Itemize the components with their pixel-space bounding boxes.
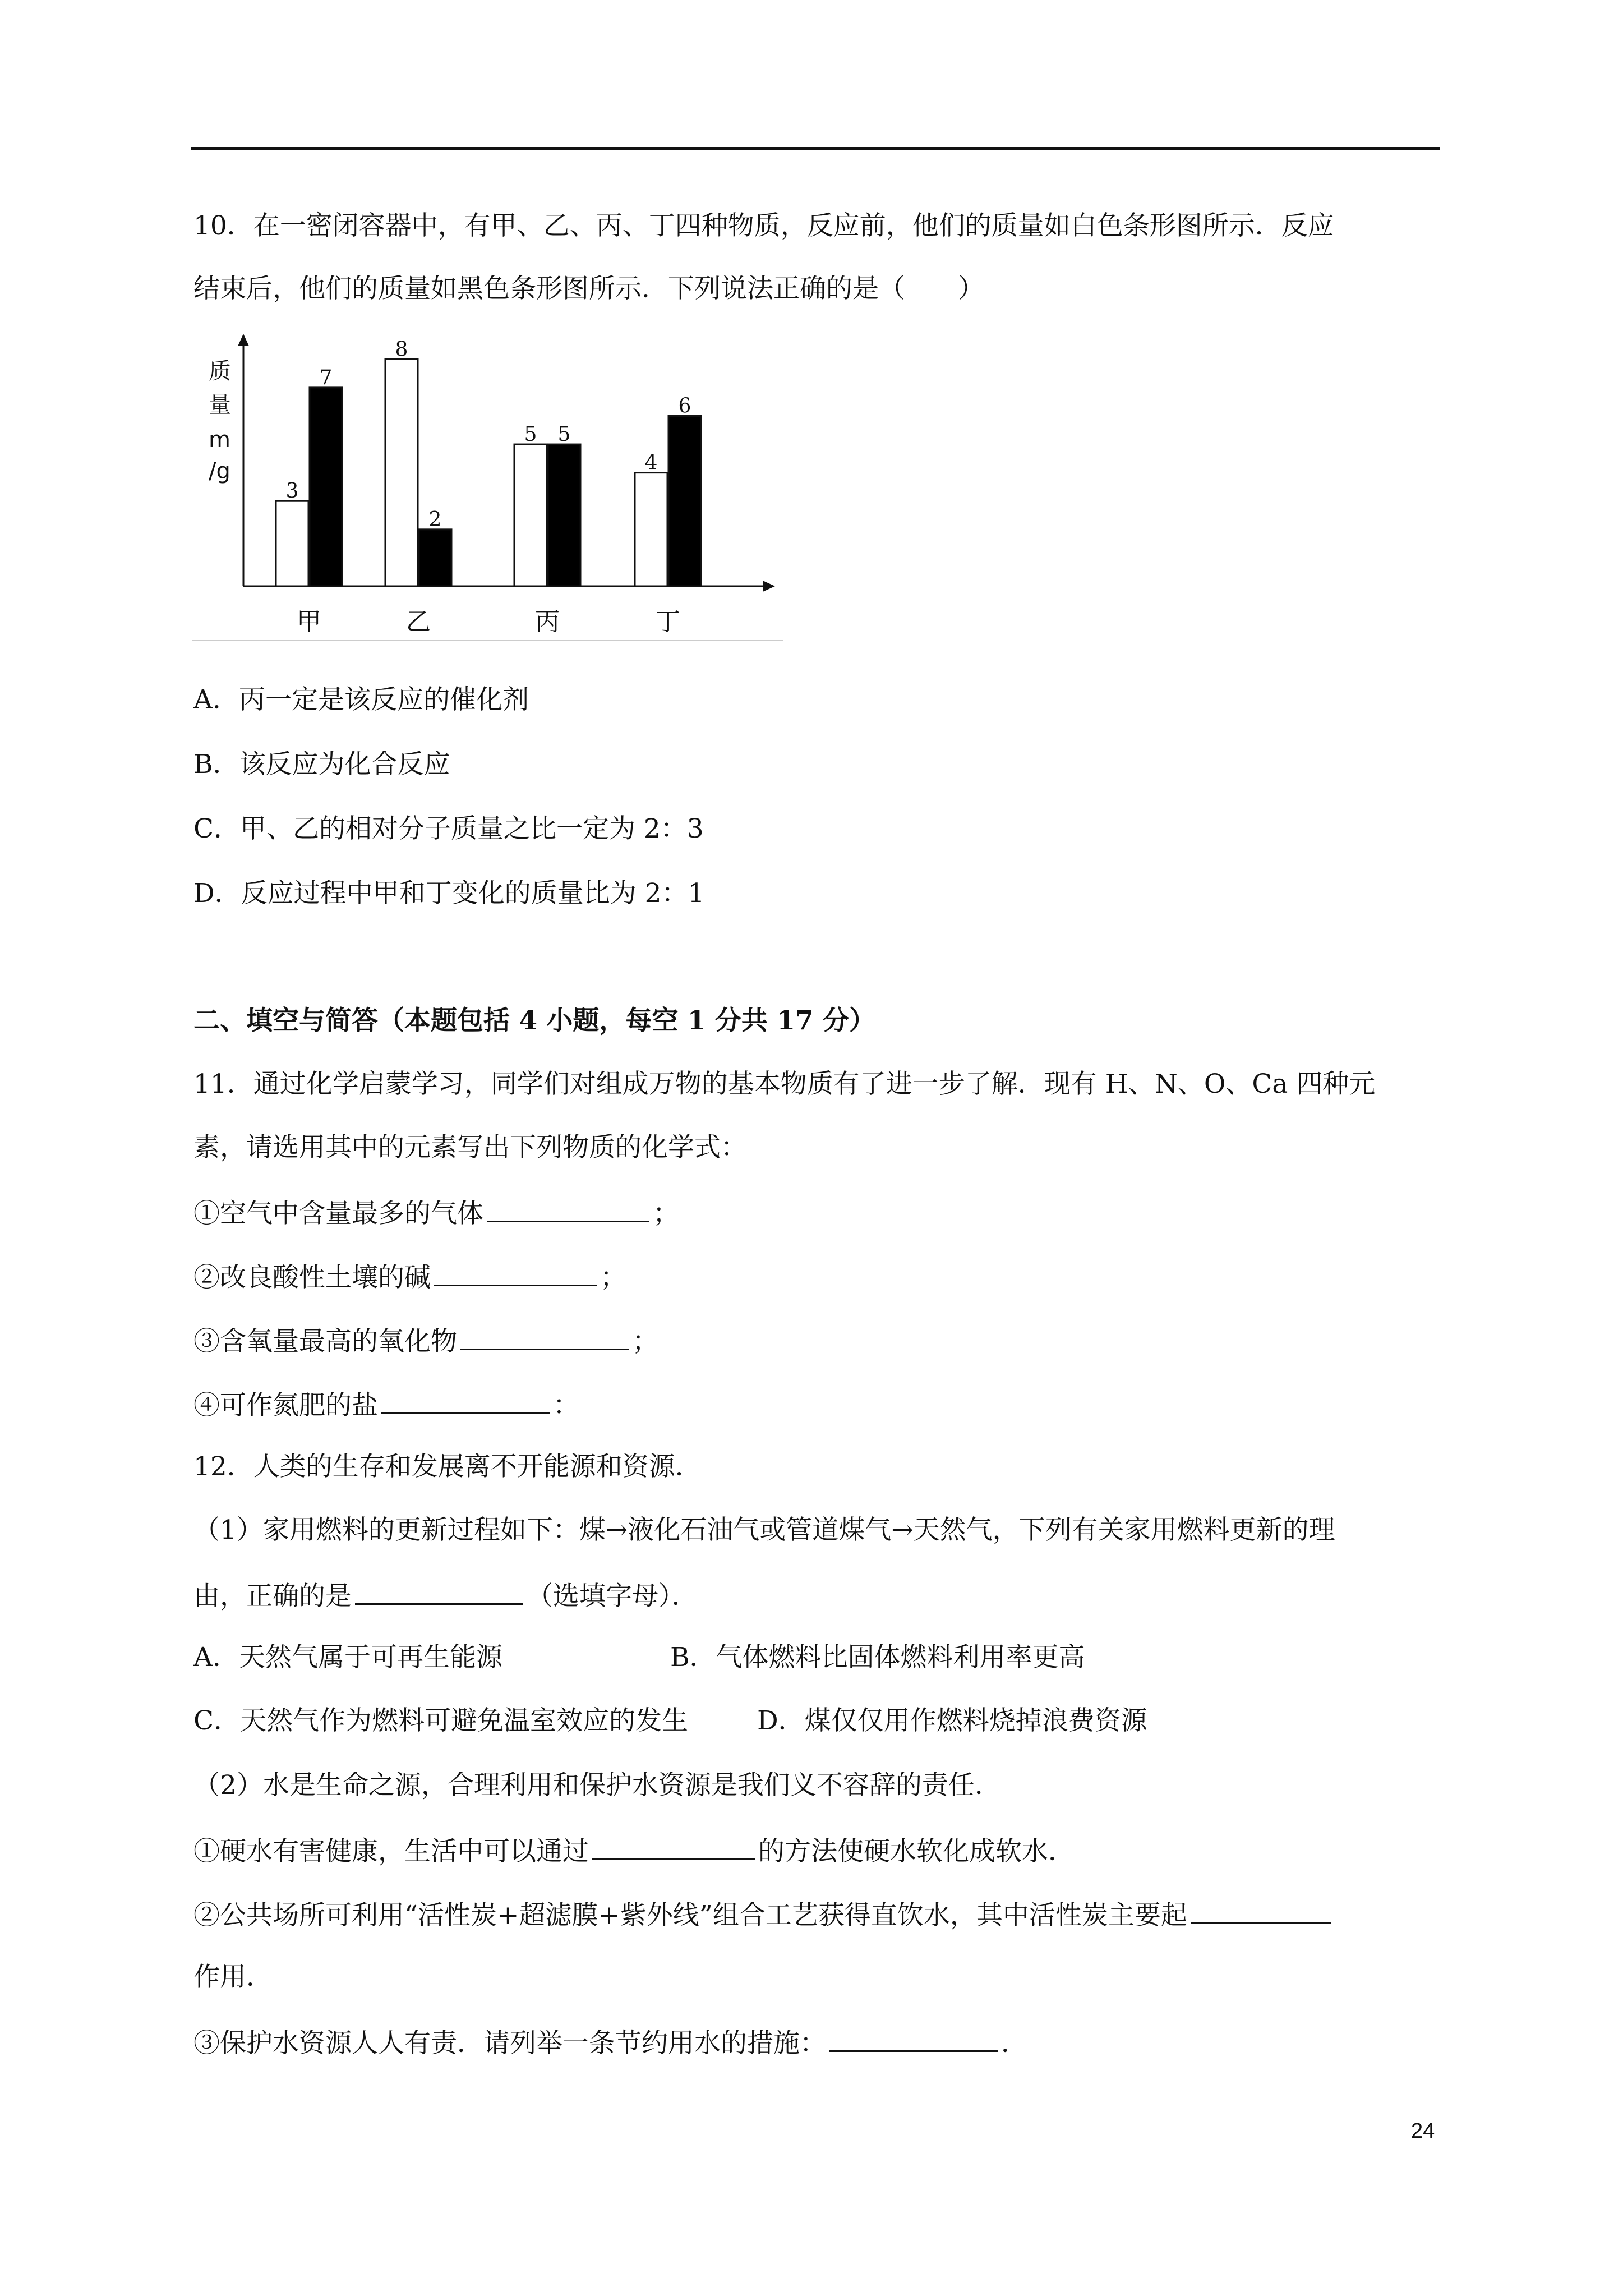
data-label: 7 xyxy=(319,366,333,389)
mass-bar-chart xyxy=(192,323,783,641)
bar xyxy=(514,444,547,586)
q12-item3-lead: ③保护水资源人人有责．请列举一条节约用水的措施： xyxy=(193,2028,826,2059)
q11-item-2 xyxy=(193,1259,626,1295)
q12-stem: 12．人类的生存和发展离不开能源和资源． xyxy=(193,1451,702,1482)
q12-part2: （2）水是生命之源，合理利用和保护水资源是我们义不容辞的责任． xyxy=(193,1770,1001,1801)
y-label-char: m xyxy=(209,427,230,453)
bar xyxy=(276,501,308,586)
bar xyxy=(310,388,342,586)
q12-item3-tail: ． xyxy=(1001,2028,1027,2059)
y-label-char: /g xyxy=(209,458,230,484)
answer-blank[interactable] xyxy=(487,1195,649,1222)
q12-item1-lead: ①硬水有害健康，生活中可以通过 xyxy=(193,1836,589,1867)
q12-item1-tail: 的方法使硬水软化成软水． xyxy=(758,1836,1075,1867)
q10-option-a: A．丙一定是该反应的催化剂 xyxy=(193,684,529,715)
category-label: 乙 xyxy=(406,608,431,636)
answer-blank[interactable] xyxy=(434,1259,597,1286)
q11-item-4 xyxy=(193,1387,579,1423)
q12-item2-end: 作用． xyxy=(193,1962,273,1993)
q12-item2-lead: ②公共场所可利用“活性炭+超滤膜+紫外线”组合工艺获得直饮水，其中活性炭主要起 xyxy=(193,1900,1187,1931)
answer-blank[interactable] xyxy=(592,1833,755,1860)
q12-item-3 xyxy=(193,2024,1027,2060)
bar xyxy=(635,473,667,586)
y-label-char: 量 xyxy=(209,392,231,418)
data-label: 6 xyxy=(678,394,691,418)
data-label: 5 xyxy=(524,423,537,447)
q12-part1-line1: （1）家用燃料的更新过程如下：煤→液化石油气或管道煤气→天然气，下列有关家用燃料更新的理 xyxy=(193,1515,1335,1545)
q12-part1-tail: （选填字母）． xyxy=(527,1581,698,1612)
bar xyxy=(548,444,580,586)
answer-blank[interactable] xyxy=(1191,1897,1331,1924)
bar xyxy=(385,359,418,586)
q10-stem-line2: 结束后，他们的质量如黑色条形图所示．下列说法正确的是（ ） xyxy=(193,273,984,304)
answer-blank[interactable] xyxy=(355,1577,523,1605)
header-rule xyxy=(191,147,1440,150)
bar xyxy=(668,416,701,586)
q11-item3-text: ③含氧量最高的氧化物 xyxy=(193,1326,457,1357)
q11-item4-end: ： xyxy=(553,1390,579,1421)
data-label: 3 xyxy=(285,480,299,503)
q11-stem-line1: 11．通过化学启蒙学习，同学们对组成万物的基本物质有了进一步了解．现有 H、N、O、Ca 四种元 xyxy=(193,1069,1376,1099)
q10-option-c: C．甲、乙的相对分子质量之比一定为 2：3 xyxy=(193,813,704,844)
q11-item1-end: ； xyxy=(653,1198,679,1229)
q11-item4-text: ④可作氮肥的盐 xyxy=(193,1390,378,1421)
y-label-char: 质 xyxy=(209,358,231,384)
category-label: 丁 xyxy=(656,608,680,636)
data-label: 4 xyxy=(644,451,658,475)
answer-blank[interactable] xyxy=(381,1387,550,1414)
q11-item3-end: ； xyxy=(632,1326,658,1357)
data-label: 2 xyxy=(428,508,442,531)
q11-item2-text: ②改良酸性土壤的碱 xyxy=(193,1262,431,1293)
q10-stem-line1: 10．在一密闭容器中，有甲、乙、丙、丁四种物质，反应前，他们的质量如白色条形图所示．反应 xyxy=(193,210,1334,241)
q12-option-a: A．天然气属于可再生能源 xyxy=(193,1642,502,1673)
q12-option-d: D．煤仅仅用作燃料烧掉浪费资源 xyxy=(757,1705,1147,1736)
category-label: 丙 xyxy=(535,608,560,636)
q10-option-b: B．该反应为化合反应 xyxy=(193,749,450,780)
q11-item1-text: ①空气中含量最多的气体 xyxy=(193,1198,483,1229)
bar-chart-svg xyxy=(192,323,783,641)
answer-blank[interactable] xyxy=(829,2024,998,2052)
q11-item-1 xyxy=(193,1195,679,1231)
data-label: 8 xyxy=(395,338,408,361)
answer-blank[interactable] xyxy=(460,1323,629,1350)
q12-item-1 xyxy=(193,1833,1075,1869)
q12-part1-lead: 由，正确的是 xyxy=(193,1581,352,1612)
q12-item-2 xyxy=(193,1897,1334,1932)
q11-stem-line2: 素，请选用其中的元素写出下列物质的化学式： xyxy=(193,1132,747,1163)
q11-item-3 xyxy=(193,1323,658,1359)
q12-part1-line2 xyxy=(193,1577,698,1613)
section2-heading: 二、填空与简答（本题包括 4 小题，每空 1 分共 17 分） xyxy=(193,1005,875,1036)
q12-option-c: C．天然气作为燃料可避免温室效应的发生 xyxy=(193,1705,688,1736)
q12-option-b: B．气体燃料比固体燃料利用率更高 xyxy=(670,1642,1085,1673)
bar xyxy=(419,530,451,586)
q10-option-d: D．反应过程中甲和丁变化的质量比为 2：1 xyxy=(193,878,705,909)
data-label: 5 xyxy=(557,423,571,447)
page-number: 24 xyxy=(1411,2119,1435,2143)
category-label: 甲 xyxy=(297,608,321,636)
q11-item2-end: ； xyxy=(600,1262,626,1293)
